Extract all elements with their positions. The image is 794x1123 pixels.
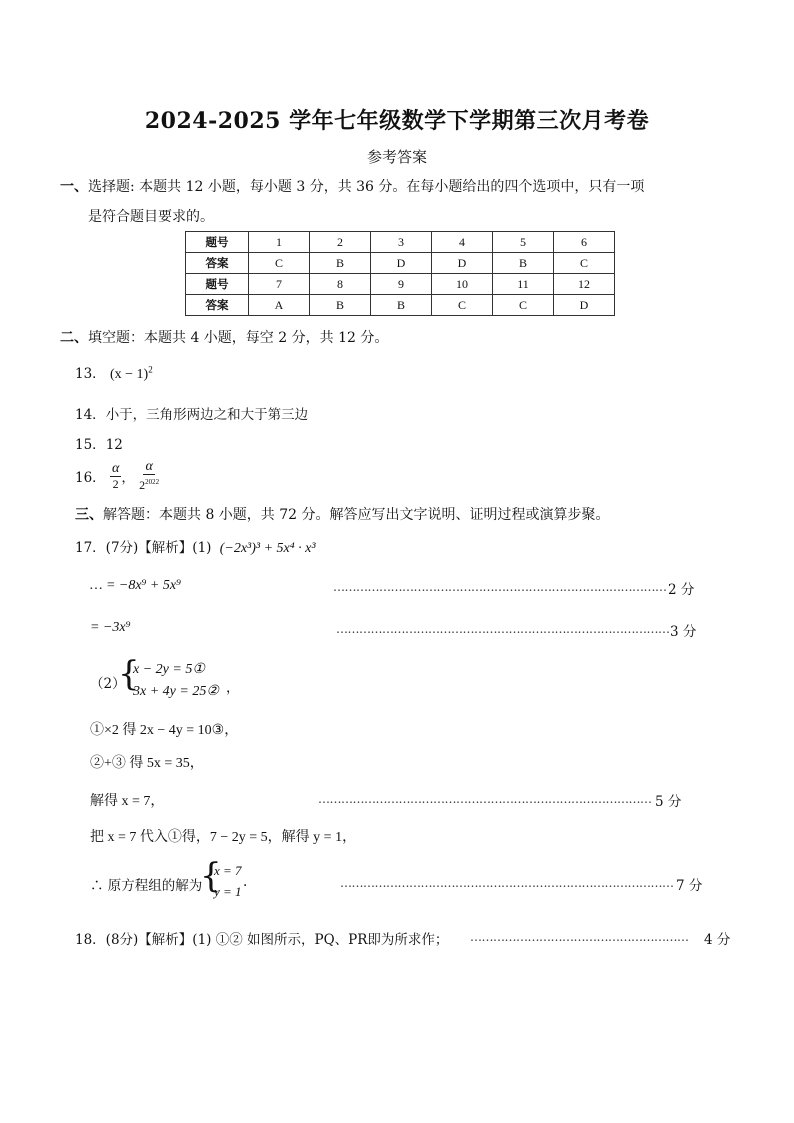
table-header-cell: 答案 [186, 253, 249, 274]
question-number: 16． [75, 470, 106, 486]
question-number: 14． [75, 407, 106, 423]
table-cell: 11 [493, 274, 554, 295]
table-cell: D [371, 253, 432, 274]
question-17-head: 17．(7分)【解析】(1) [75, 540, 212, 556]
q17-part-2-label: （2） [90, 676, 126, 692]
q17-line-5-score: 5 分 [655, 794, 682, 810]
solution-x: x = 7 [214, 863, 242, 878]
table-row [186, 274, 615, 295]
question-13-exponent: 2 [148, 364, 153, 375]
question-13-expression: (x − 1) [109, 367, 149, 382]
table-cell: 3 [371, 232, 432, 253]
section-2-text: 填空题：本题共 4 小题，每空 2 分，共 12 分。 [88, 330, 389, 346]
document-title: 2024-2025 学年七年级数学下学期第三次月考卷 [144, 108, 650, 134]
table-cell: 10 [432, 274, 493, 295]
table-cell: 4 [432, 232, 493, 253]
q17-line-7-dots: …………………………………………………………………………… [340, 876, 674, 890]
solution-end: . [243, 874, 248, 890]
q17-line-3: ①×2 得 2x − 4y = 10③， [90, 723, 239, 738]
q17-line-7: ∴ 原方程组的解为 [90, 878, 203, 894]
table-cell: C [432, 295, 493, 316]
fraction-1-denominator: 2 [112, 476, 119, 491]
table-cell: B [310, 253, 371, 274]
question-17-expression: (−2x³)³ + 5x⁴ · x³ [219, 541, 316, 556]
q17-line-5-dots: …………………………………………………………………………… [318, 792, 652, 806]
question-17-heading [75, 536, 316, 557]
equation-end: ， [226, 680, 240, 696]
table-cell: 8 [310, 274, 371, 295]
q17-line-6: 把 x = 7 代入①得，7 − 2y = 5，解得 y = 1， [90, 830, 357, 845]
table-header-cell: 题号 [186, 274, 249, 295]
table-cell: B [493, 253, 554, 274]
question-15 [75, 433, 123, 453]
q17-step-1-dots: …………………………………………………………………………… [333, 580, 667, 594]
q17-line-5: 解得 x = 7， [90, 794, 165, 809]
question-18-score: 4 分 [704, 932, 731, 948]
section-3-label: 三、 [75, 507, 103, 523]
table-cell: 1 [249, 232, 310, 253]
fraction-2-exponent: 2022 [145, 478, 160, 486]
table-cell: 12 [554, 274, 615, 295]
table-cell: 5 [493, 232, 554, 253]
question-number: 15． [75, 437, 106, 453]
section-1-line1: 选择题: 本题共 12 小题，每小题 3 分，共 36 分。在每小题给出的四个选项中，只有一项 [88, 179, 645, 195]
table-cell: B [371, 295, 432, 316]
document-subtitle: 参考答案 [366, 148, 427, 166]
solution-y: y = 1 [214, 884, 242, 899]
answer-separator: ， [121, 470, 135, 486]
question-14 [75, 403, 308, 423]
fraction-1 [110, 462, 121, 491]
table-cell: D [554, 295, 615, 316]
table-cell: 6 [554, 232, 615, 253]
fraction-2 [139, 460, 159, 492]
section-3-text: 解答题：本题共 8 小题，共 72 分。解答应写出文字说明、证明过程或演算步聚。 [103, 507, 610, 523]
table-cell: C [493, 295, 554, 316]
section-1-line2: 是符合题目要求的。 [88, 209, 214, 225]
table-row [186, 253, 615, 274]
section-3-heading [75, 504, 610, 524]
system-brace-icon: { [118, 654, 140, 694]
table-cell: A [249, 295, 310, 316]
table-header-cell: 答案 [186, 295, 249, 316]
table-cell: 2 [310, 232, 371, 253]
fraction-1-numerator: α [111, 460, 120, 476]
section-2-heading [60, 327, 388, 347]
q17-step-2-dots: …………………………………………………………………………… [336, 622, 670, 636]
table-row [186, 232, 615, 253]
fraction-2-numerator: α [145, 459, 153, 474]
table-cell: 7 [249, 274, 310, 295]
q17-step-2-score: 3 分 [670, 624, 697, 640]
table-row [186, 295, 615, 316]
table-cell: C [554, 253, 615, 274]
solution-brace-icon: { [200, 856, 222, 896]
question-13 [75, 362, 153, 383]
fraction-2-denominator [139, 475, 159, 492]
question-14-answer: 小于，三角形两边之和大于第三边 [105, 407, 309, 423]
q17-step-1-score: 2 分 [668, 582, 695, 598]
answer-table [185, 231, 615, 316]
table-cell: D [432, 253, 493, 274]
question-15-answer: 12 [105, 437, 123, 453]
section-1-heading [60, 176, 644, 196]
q17-step-2: = −3x⁹ [90, 620, 131, 635]
section-2-label: 二、 [60, 330, 88, 346]
q17-step-1: … = −8x⁹ + 5x⁹ [90, 578, 181, 593]
q17-line-4: ②+③ 得 5x = 35， [90, 756, 204, 771]
equation-1: x − 2y = 5① [133, 662, 205, 677]
question-18-dots: ………………………………………………… [470, 930, 689, 944]
question-13-answer [109, 364, 153, 382]
equation-2: 3x + 4y = 25② [133, 684, 219, 699]
section-1-label: 一、 [60, 179, 88, 195]
table-cell: C [249, 253, 310, 274]
q17-line-7-score: 7 分 [676, 878, 703, 894]
table-cell: 9 [371, 274, 432, 295]
question-18-heading: 18．(8分)【解析】(1) ①② 如图所示，PQ、PR即为所求作； [75, 932, 449, 948]
question-16 [75, 460, 159, 492]
fraction-2-base: 2 [139, 478, 146, 492]
table-header-cell: 题号 [186, 232, 249, 253]
table-cell: B [310, 295, 371, 316]
question-number: 13． [75, 366, 106, 382]
